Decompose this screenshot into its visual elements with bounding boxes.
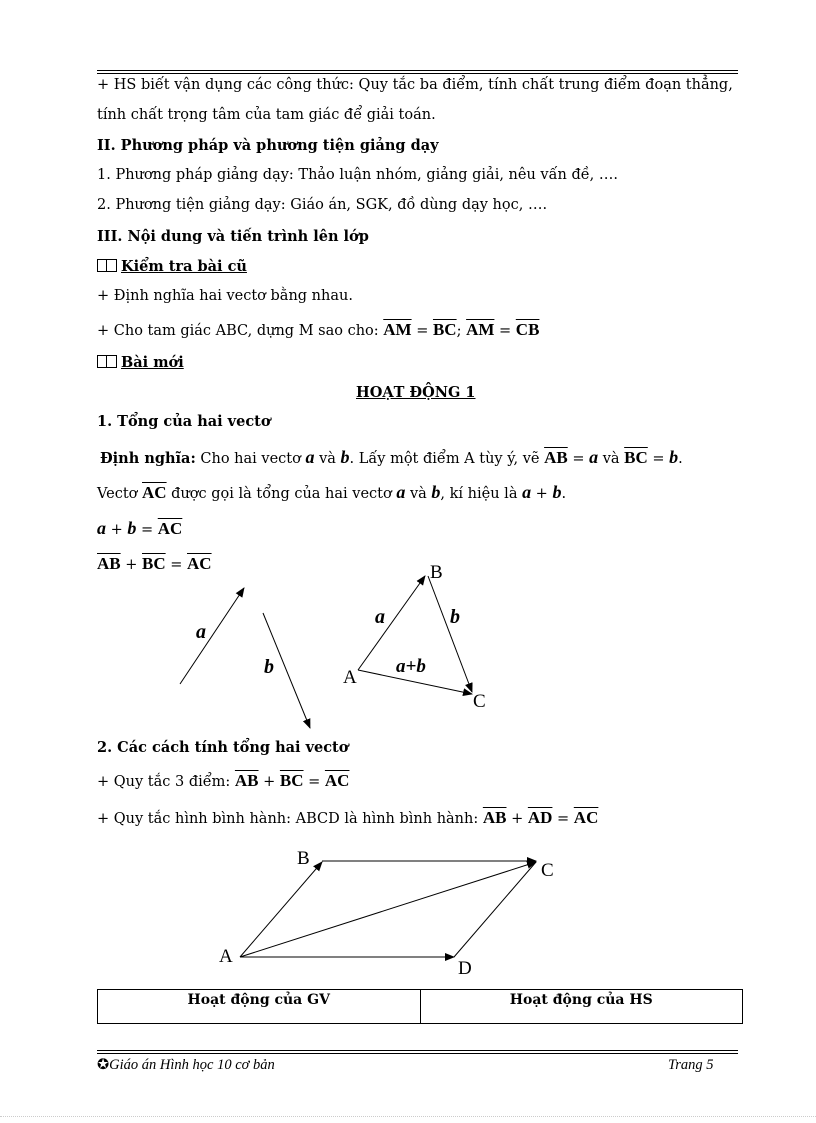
book-icon	[97, 259, 117, 272]
activity-title: HOẠT ĐỘNG 1	[356, 384, 476, 401]
definition-line-2: Vectơ $\overline{AC}$ được gọi là tổng của hai vectơ a và b, kí hiệu là a + b.	[97, 482, 567, 502]
page-edge	[0, 1116, 816, 1117]
student-activity-header: Hoạt động của HS	[420, 990, 743, 1024]
section-2-heading: II. Phương pháp và phương tiện giảng dạy	[97, 137, 439, 154]
point-d: D	[458, 958, 472, 979]
activity-table	[97, 989, 743, 1024]
vector-bc-arrow	[428, 576, 472, 692]
point-b: B	[430, 562, 443, 583]
label-a: a	[196, 621, 206, 643]
header-rule	[97, 70, 738, 71]
check-question-1: + Định nghĩa hai vectơ bằng nhau.	[97, 288, 353, 304]
label-b: b	[264, 656, 274, 678]
three-point-rule: + Quy tắc 3 điểm: $\overline{AB} + \overline{BC} = \overline{AC}$	[97, 771, 350, 790]
check-heading: Kiểm tra bài cũ	[97, 258, 247, 275]
flower-icon: ✪	[97, 1057, 110, 1073]
vector-ab-arrow	[240, 862, 322, 957]
page-number: Trang 5	[668, 1057, 714, 1073]
header-rule-2	[97, 73, 738, 74]
footer-left: ✪Giáo án Hình học 10 cơ bản	[97, 1057, 275, 1073]
point-a: A	[343, 667, 357, 688]
formula-ab-bc: $\overline{AB} + \overline{BC} = \overline{AC}$	[97, 554, 212, 573]
edge-dc	[454, 862, 536, 957]
formula-sum-ab: $a + b = \overline{AC}$	[97, 518, 183, 538]
vector-sum-figure	[160, 560, 520, 740]
section-2-item-1: 1. Phương pháp giảng dạy: Thảo luận nhóm, giảng giải, nêu vấn đề, ….	[97, 167, 618, 183]
methods-section-title: 2. Các cách tính tổng hai vectơ	[97, 739, 349, 756]
new-lesson-heading: Bài mới	[97, 354, 184, 371]
point-a: A	[219, 946, 233, 967]
parallelogram-rule: + Quy tắc hình bình hành: ABCD là hình bình hành: $\overline{AB} + \overline{AD} = \overline{AC}$	[97, 808, 599, 827]
label-a-triangle: a	[375, 606, 385, 628]
parallelogram-figure	[210, 840, 570, 980]
section-2-item-2: 2. Phương tiện giảng dạy: Giáo án, SGK, đồ dùng dạy học, ….	[97, 197, 548, 213]
section-3-heading: III. Nội dung và tiến trình lên lớp	[97, 228, 369, 245]
book-icon	[97, 355, 117, 368]
point-b: B	[297, 848, 310, 869]
label-b-triangle: b	[450, 606, 460, 628]
sum-section-title: 1. Tổng của hai vectơ	[97, 413, 271, 430]
point-c: C	[541, 860, 554, 881]
footer-rule-2	[97, 1053, 738, 1054]
label-a-plus-b: a+b	[396, 656, 426, 677]
point-c: C	[473, 691, 486, 712]
definition-line-1: Định nghĩa: Cho hai vectơ a và b. Lấy một điểm A tùy ý, vẽ $\overline{AB} = a$ và $\overline{BC} = b$.	[100, 447, 683, 467]
intro-line-2: tính chất trọng tâm của tam giác để giải toán.	[97, 107, 436, 123]
intro-line-1: + HS biết vận dụng các công thức: Quy tắc ba điểm, tính chất trung điểm đoạn thẳng,	[97, 77, 733, 93]
footer-rule	[97, 1050, 738, 1051]
teacher-activity-header: Hoạt động của GV	[98, 990, 421, 1024]
vector-ac-arrow	[240, 862, 536, 957]
check-question-2: + Cho tam giác ABC, dựng M sao cho: $\overline{AM} = \overline{BC}$; $\overline{AM} = \overline{CB}$	[97, 320, 540, 339]
vector-a-arrow	[180, 588, 244, 684]
